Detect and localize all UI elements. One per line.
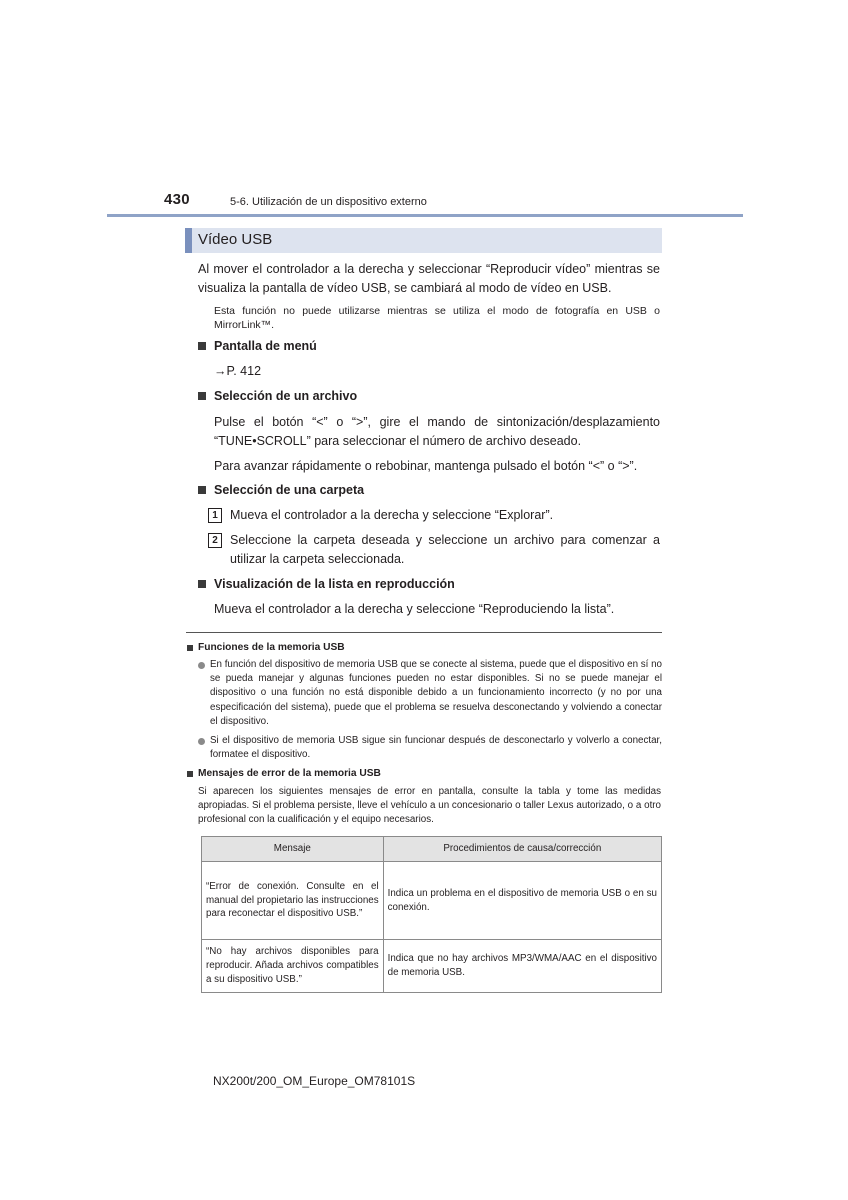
usb-functions-note: En función del dispositivo de memoria USB que se conecte al sistema, puede que el dispositivo en sí no se pueda manejar y algunas funciones pueden no estar disponibles. Si no se puede manejar el dispositivo o una función no está disponible debido a un funcionamiento incorrecto (y no por una especificación del sistema), puede que el problema se resuelva desconectando y volviendo a conectar el dispositivo. — [210, 659, 663, 727]
table-cell-message: “No hay archivos disponibles para reproducir. Añada archivos compatibles a su dispositivo USB.” — [202, 940, 384, 993]
table-cell-message: “Error de conexión. Consulte en el manual del propietario las instrucciones para reconectar el dispositivo USB.” — [202, 862, 384, 940]
square-bullet-icon — [198, 392, 206, 400]
file-select-text: Pulse el botón “<” o “>”, gire el mando de sintonización/desplazamiento “TUNE•SCROLL” para seleccionar el número de archivo deseado. — [214, 415, 660, 448]
usb-functions-note: Si el dispositivo de memoria USB sigue sin funcionar después de desconectarlo y volverlo a conectar, formatee el dispositivo. — [210, 735, 662, 761]
intro-note: Esta función no puede utilizarse mientras se utiliza el modo de fotografía en USB o MirrorLink™. — [214, 305, 660, 331]
square-bullet-icon — [198, 342, 206, 350]
section-title: Vídeo USB — [198, 231, 273, 248]
bullet-dot-icon — [198, 662, 205, 669]
usb-functions-heading: Funciones de la memoria USB — [198, 642, 345, 653]
document-code-footer: NX200t/200_OM_Europe_OM78101S — [213, 1074, 416, 1088]
usb-errors-intro: Si aparecen los siguientes mensajes de error en pantalla, consulte la tabla y tome las medidas apropiadas. Si el problema persiste, lleve el vehículo a un concesionario o taller Lexus autorizado, o a otro profesional con la cualificación y el equipo necesarios. — [198, 786, 661, 826]
header-divider — [107, 214, 743, 217]
table-header-cell: Procedimientos de causa/corrección — [383, 837, 661, 862]
playlist-heading: Visualización de la lista en reproducción — [214, 577, 455, 591]
folder-select-heading: Selección de una carpeta — [214, 483, 365, 497]
intro-paragraph: Al mover el controlador a la derecha y seleccionar “Reproducir vídeo” mientras se visualiza la pantalla de vídeo USB, se cambiará al modo de vídeo en USB. — [198, 262, 660, 295]
step-number: 1 — [208, 508, 222, 523]
usb-errors-heading: Mensajes de error de la memoria USB — [198, 768, 381, 779]
table-cell-procedure: Indica un problema en el dispositivo de memoria USB o en su conexión. — [383, 862, 661, 940]
menu-screen-heading: Pantalla de menú — [214, 339, 317, 353]
file-select-tip: Para avanzar rápidamente o rebobinar, mantenga pulsado el botón “<” o “>”. — [214, 459, 638, 473]
folder-step-text: Seleccione la carpeta deseada y seleccione un archivo para comenzar a utilizar la carpeta seleccionada. — [230, 533, 660, 566]
bullet-dot-icon — [198, 738, 205, 745]
section-breadcrumb: 5-6. Utilización de un dispositivo externo — [230, 196, 427, 208]
square-bullet-icon — [198, 580, 206, 588]
notes-divider — [186, 632, 662, 633]
error-message-table — [201, 836, 662, 993]
table-row — [202, 862, 662, 940]
square-bullet-icon — [187, 771, 193, 777]
folder-step-text: Mueva el controlador a la derecha y seleccione “Explorar”. — [230, 508, 554, 522]
playlist-text: Mueva el controlador a la derecha y seleccione “Reproduciendo la lista”. — [214, 602, 615, 616]
file-select-heading: Selección de un archivo — [214, 389, 358, 403]
section-title-accent — [185, 228, 192, 253]
page-number: 430 — [164, 191, 190, 208]
square-bullet-icon — [187, 645, 193, 651]
square-bullet-icon — [198, 486, 206, 494]
menu-screen-ref[interactable]: →P. 412 — [214, 364, 262, 378]
table-cell-procedure: Indica que no hay archivos MP3/WMA/AAC en el dispositivo de memoria USB. — [383, 940, 661, 993]
table-header-cell: Mensaje — [202, 837, 384, 862]
step-number: 2 — [208, 533, 222, 548]
table-header-row — [202, 837, 662, 862]
table-row — [202, 940, 662, 993]
